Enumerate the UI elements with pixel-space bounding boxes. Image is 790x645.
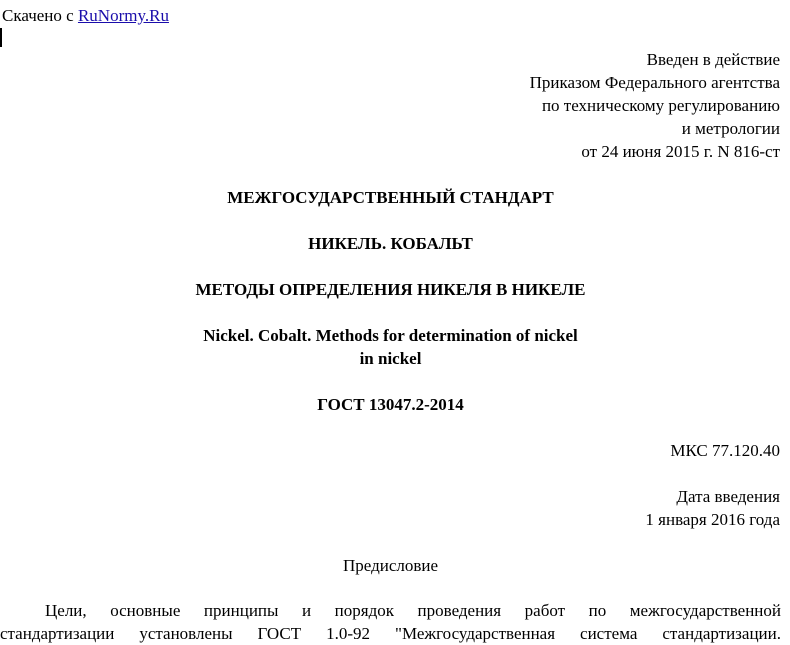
methods-heading: МЕТОДЫ ОПРЕДЕЛЕНИЯ НИКЕЛЯ В НИКЕЛЕ <box>195 280 586 299</box>
approval-line: по техническому регулированию <box>541 96 780 115</box>
download-source-line <box>2 4 169 27</box>
gost-number: ГОСТ 13047.2-2014 <box>317 395 464 414</box>
preface-title: Предисловие <box>342 556 439 575</box>
mks-classification: МКС 77.120.40 <box>670 441 780 460</box>
subject-heading: НИКЕЛЬ. КОБАЛЬТ <box>308 234 473 253</box>
effective-date-label: Дата введения <box>676 487 780 506</box>
preface-paragraph <box>0 599 781 645</box>
approval-block <box>530 48 780 163</box>
english-title-line1: Nickel. Cobalt. Methods for determination of nickel <box>203 326 578 345</box>
approval-line: от 24 июня 2015 г. N 816-ст <box>581 142 780 161</box>
download-source-prefix: Скачено с <box>2 6 78 25</box>
standard-type-heading: МЕЖГОСУДАРСТВЕННЫЙ СТАНДАРТ <box>227 188 554 207</box>
text-cursor <box>0 28 2 47</box>
preface-line: стандартизации установлены ГОСТ 1.0-92 "Межгосударственная система стандартизации. <box>0 624 781 643</box>
english-title-line2: in nickel <box>359 349 422 368</box>
approval-line: и метрологии <box>681 119 780 138</box>
runormy-link[interactable]: RuNormy.Ru <box>77 6 169 25</box>
effective-date: 1 января 2016 года <box>645 510 780 529</box>
preface-line: Цели, основные принципы и порядок проведения работ по межгосударственной <box>45 601 781 620</box>
approval-line: Введен в действие <box>646 50 780 69</box>
approval-line: Приказом Федерального агентства <box>529 73 780 92</box>
